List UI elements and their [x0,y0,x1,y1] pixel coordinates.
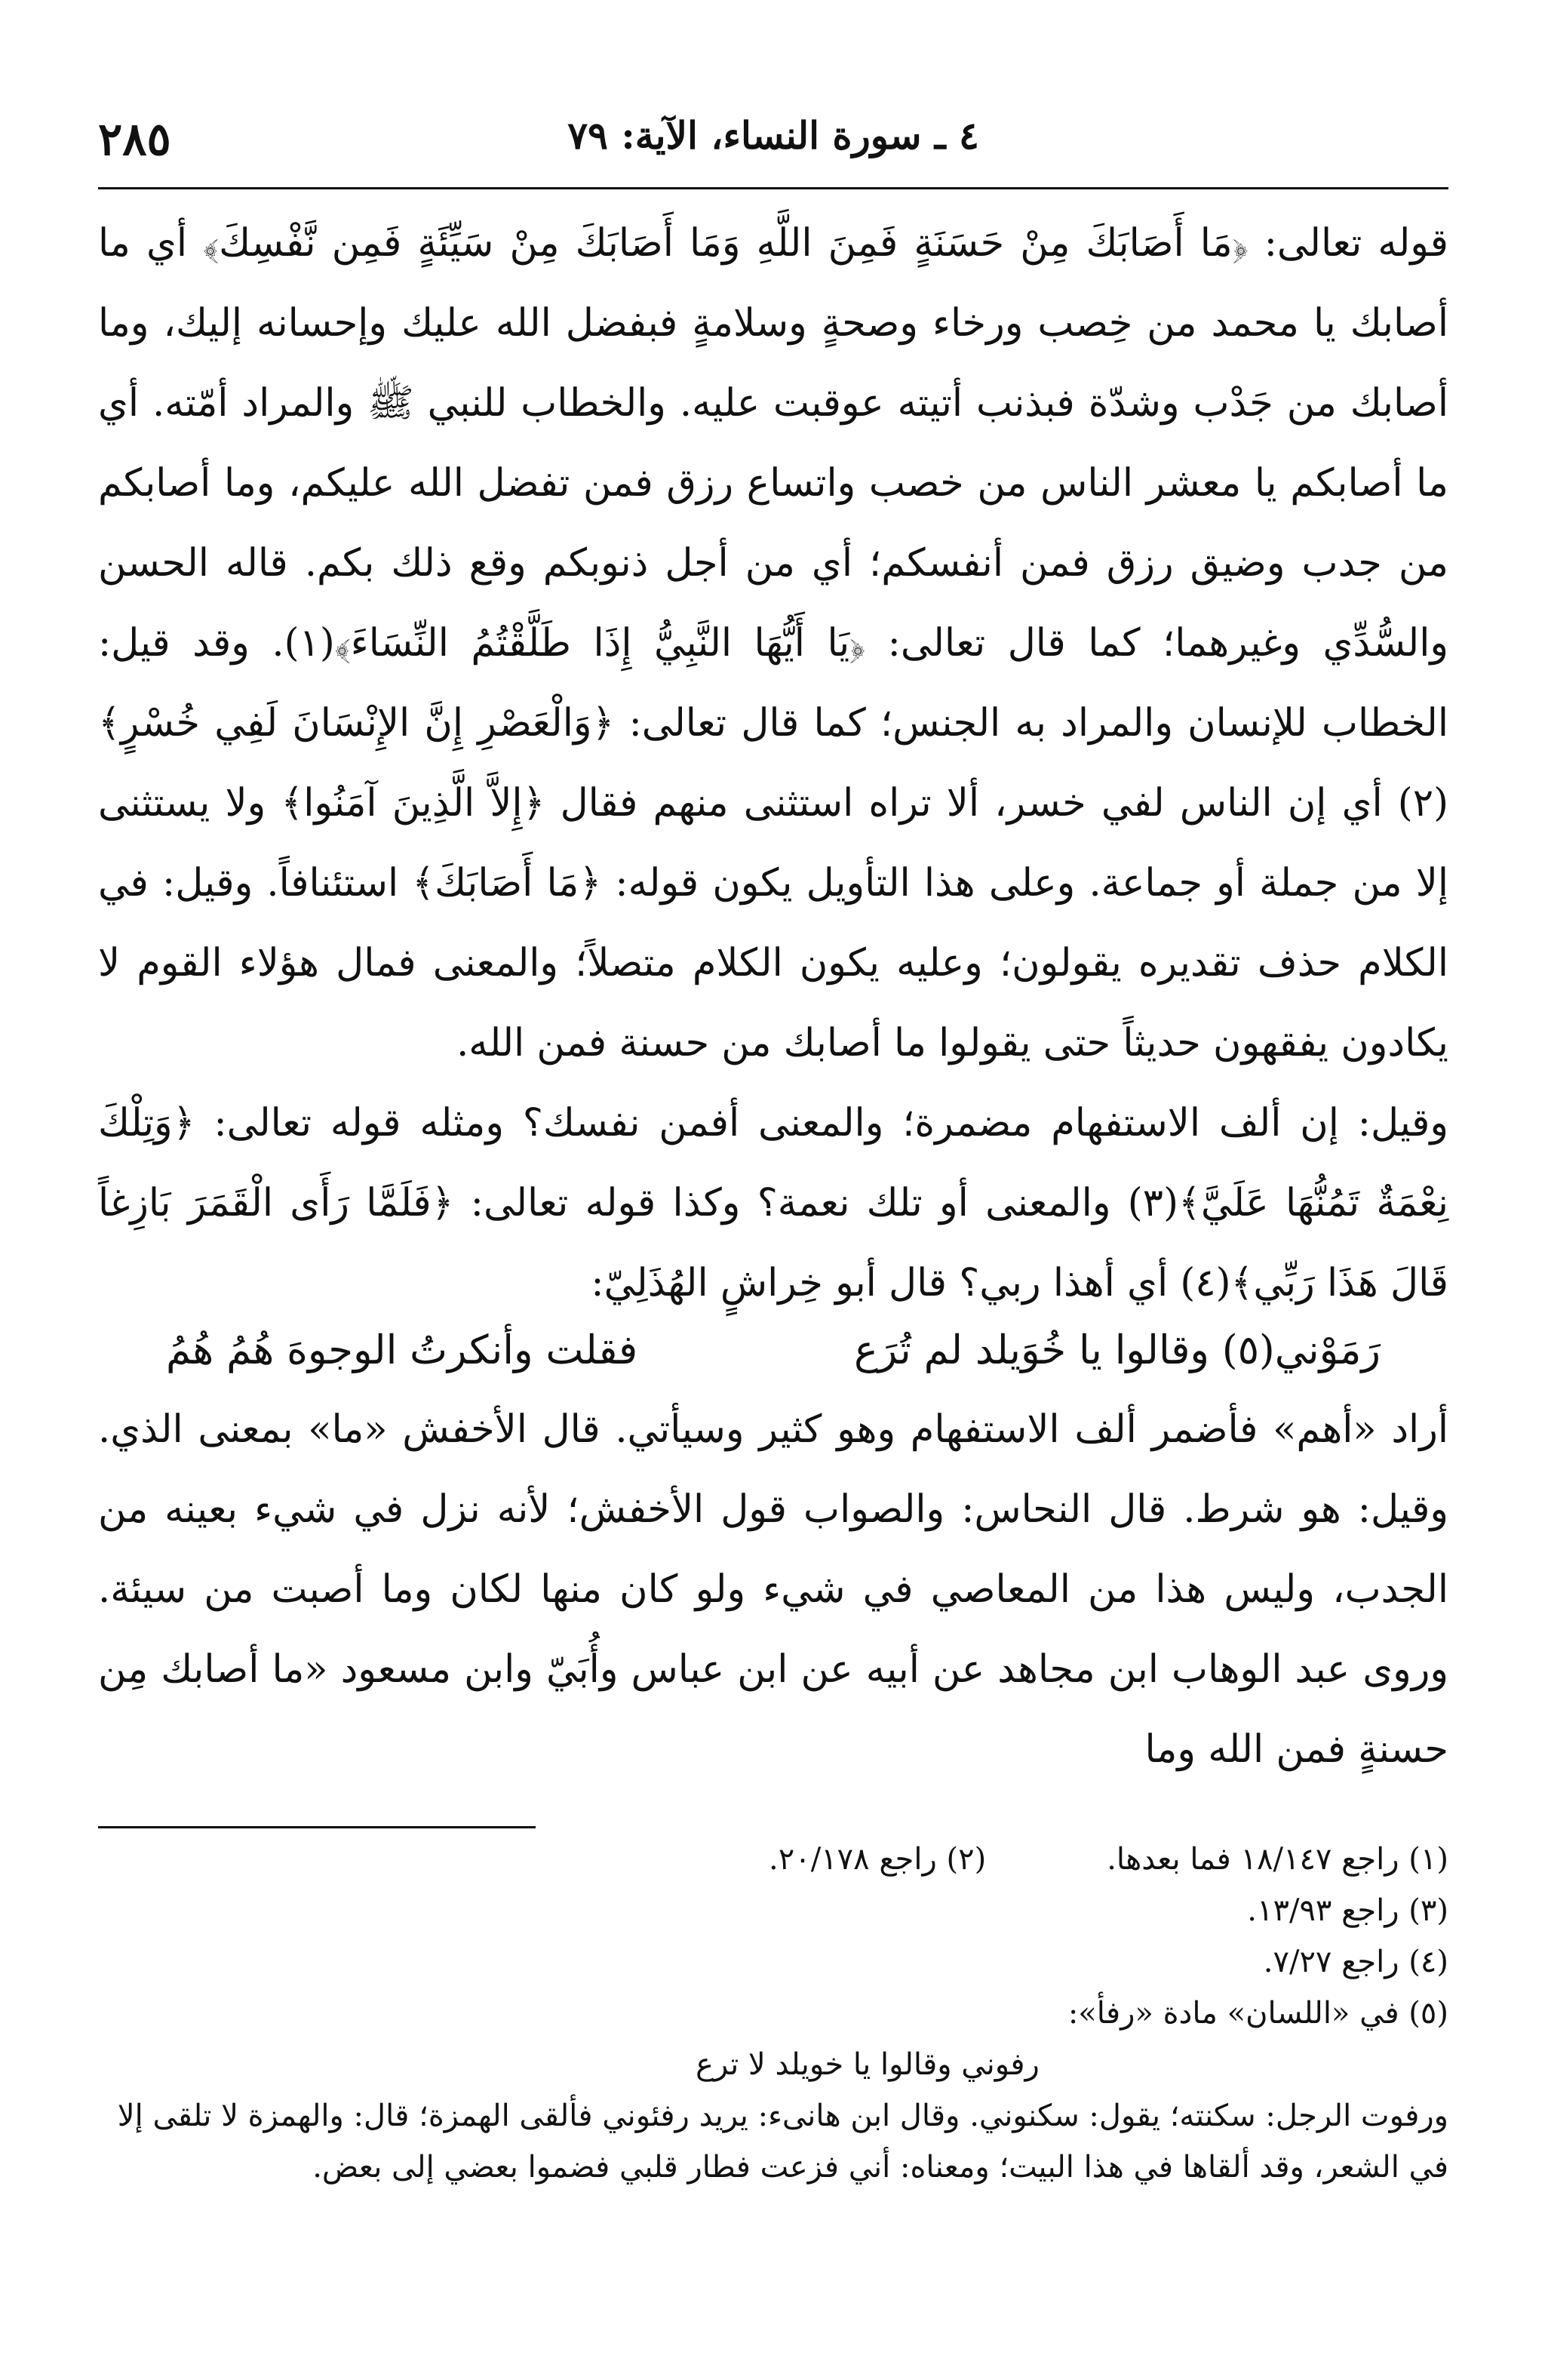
paragraph-1: قوله تعالى: ﴿مَا أَصَابَكَ مِنْ حَسَنَةٍ فَمِنَ اللَّهِ وَمَا أَصَابَكَ مِنْ سَيِّئَةٍ فَمِن نَّفْسِكَ﴾ أي ما أصابك يا محمد من خِصب ورخاء وصحةٍ وسلامةٍ فبفضل الله عليك وإحسانه إليك، وما أصابك من جَدْب وشدّة فبذنب أتيته عوقبت عليه. والخطاب للنبي ﷺ والمراد أمّته. أي ما أصابكم يا معشر الناس من خصب واتساع رزق فمن تفضل الله عليكم، وما أصابكم من جدب وضيق رزق فمن أنفسكم؛ أي من أجل ذنوبكم وقع ذلك بكم. قاله الحسن والسُّدِّي وغيرهما؛ كما قال تعالى: ﴿يَا أَيُّهَا النَّبِيُّ إِذَا طَلَّقْتُمُ النِّسَاءَ﴾(١). وقد قيل: الخطاب للإنسان والمراد به الجنس؛ كما قال تعالى: ﴿وَالْعَصْرِ إِنَّ الإِنْسَانَ لَفِي خُسْرٍ﴾(٢) أي إن الناس لفي خسر، ألا تراه استثنى منهم فقال ﴿إِلاَّ الَّذِينَ آمَنُوا﴾ ولا يستثنى إلا من جملة أو جماعة. وعلى هذا التأويل يكون قوله: ﴿مَا أَصَابَكَ﴾ استئنافاً. وقيل: في الكلام حذف تقديره يقولون؛ وعليه يكون الكلام متصلاً؛ والمعنى فمال هؤلاء القوم لا يكادون يفقهون حديثاً حتى يقولوا ما أصابك من حسنة فمن الله. [98,221,1448,1065]
footnote-rule [98,1826,536,1828]
footnote-4: (٤) راجع ٧/٢٧. [1263,1945,1448,1979]
poetry-verse [166,1313,1381,1388]
footnote-2: (٢) راجع ٢٠/١٧٨. [769,1842,987,1877]
book-page [98,98,1448,2302]
verse-second-hemistich: فقلت وأنكرتُ الوجوهَ هُمُ هُمُ [166,1327,638,1373]
footnote-5: (٥) في «اللسان» مادة «رفأ»: [1067,1996,1448,2031]
footnotes [98,1834,1448,2193]
main-text [98,204,1448,1324]
paragraph-2: وقيل: إن ألف الاستفهام مضمرة؛ والمعنى أفمن نفسك؟ ومثله قوله تعالى: ﴿وَتِلْكَ نِعْمَةٌ تَمُنُّهَا عَلَيَّ﴾(٣) والمعنى أو تلك نعمة؟ وكذا قوله تعالى: ﴿فَلَمَّا رَأَى الْقَمَرَ بَازِغاً قَالَ هَذَا رَبِّي﴾(٤) أي أهذا ربي؟ قال أبو خِراشٍ الهُذَلِيّ: [98,1101,1448,1305]
footnote-3: (٣) راجع ١٣/٩٣. [1247,1893,1448,1928]
header-rule [98,187,1448,189]
page-number: ٢٨٥ [98,113,171,166]
paragraph-3: أراد «أهم» فأضمر ألف الاستفهام وهو كثير وسيأتي. قال الأخفش «ما» بمعنى الذي. وقيل: هو شرط. قال النحاس: والصواب قول الأخفش؛ لأنه نزل في شيء بعينه من الجدب، وليس هذا من المعاصي في شيء ولو كان منها لكان وما أصبت من سيئة. وروى عبد الوهاب ابن مجاهد عن أبيه عن ابن عباس وأُبَيّ وابن مسعود «ما أصابك مِن حسنةٍ فمن الله وما [98,1407,1448,1772]
footnote-1: (١) راجع ١٨/١٤٧ فما بعدها. [1107,1842,1448,1877]
footnote-row [98,1834,1448,1885]
running-head: ٤ ـ سورة النساء، الآية: ٧٩ [567,113,979,158]
footnote-5-text: ورفوت الرجل: سكنته؛ يقول: سكنوني. وقال ابن هانىء: يريد رفئوني فألقى الهمزة؛ قال: والهمزة لا تلقى إلا في الشعر، وقد ألقاها في هذا البيت؛ ومعناه: أني فزعت فطار قلبي فضموا بعضي إلى بعض. [117,2099,1448,2185]
footnote-5-verse: رفوني وقالوا يا خويلد لا ترع [696,2047,1040,2082]
verse-first-hemistich: رَمَوْني(٥) وقالوا يا خُوَيلد لم تُرَع [854,1327,1381,1373]
main-text-continued [98,1390,1448,1790]
